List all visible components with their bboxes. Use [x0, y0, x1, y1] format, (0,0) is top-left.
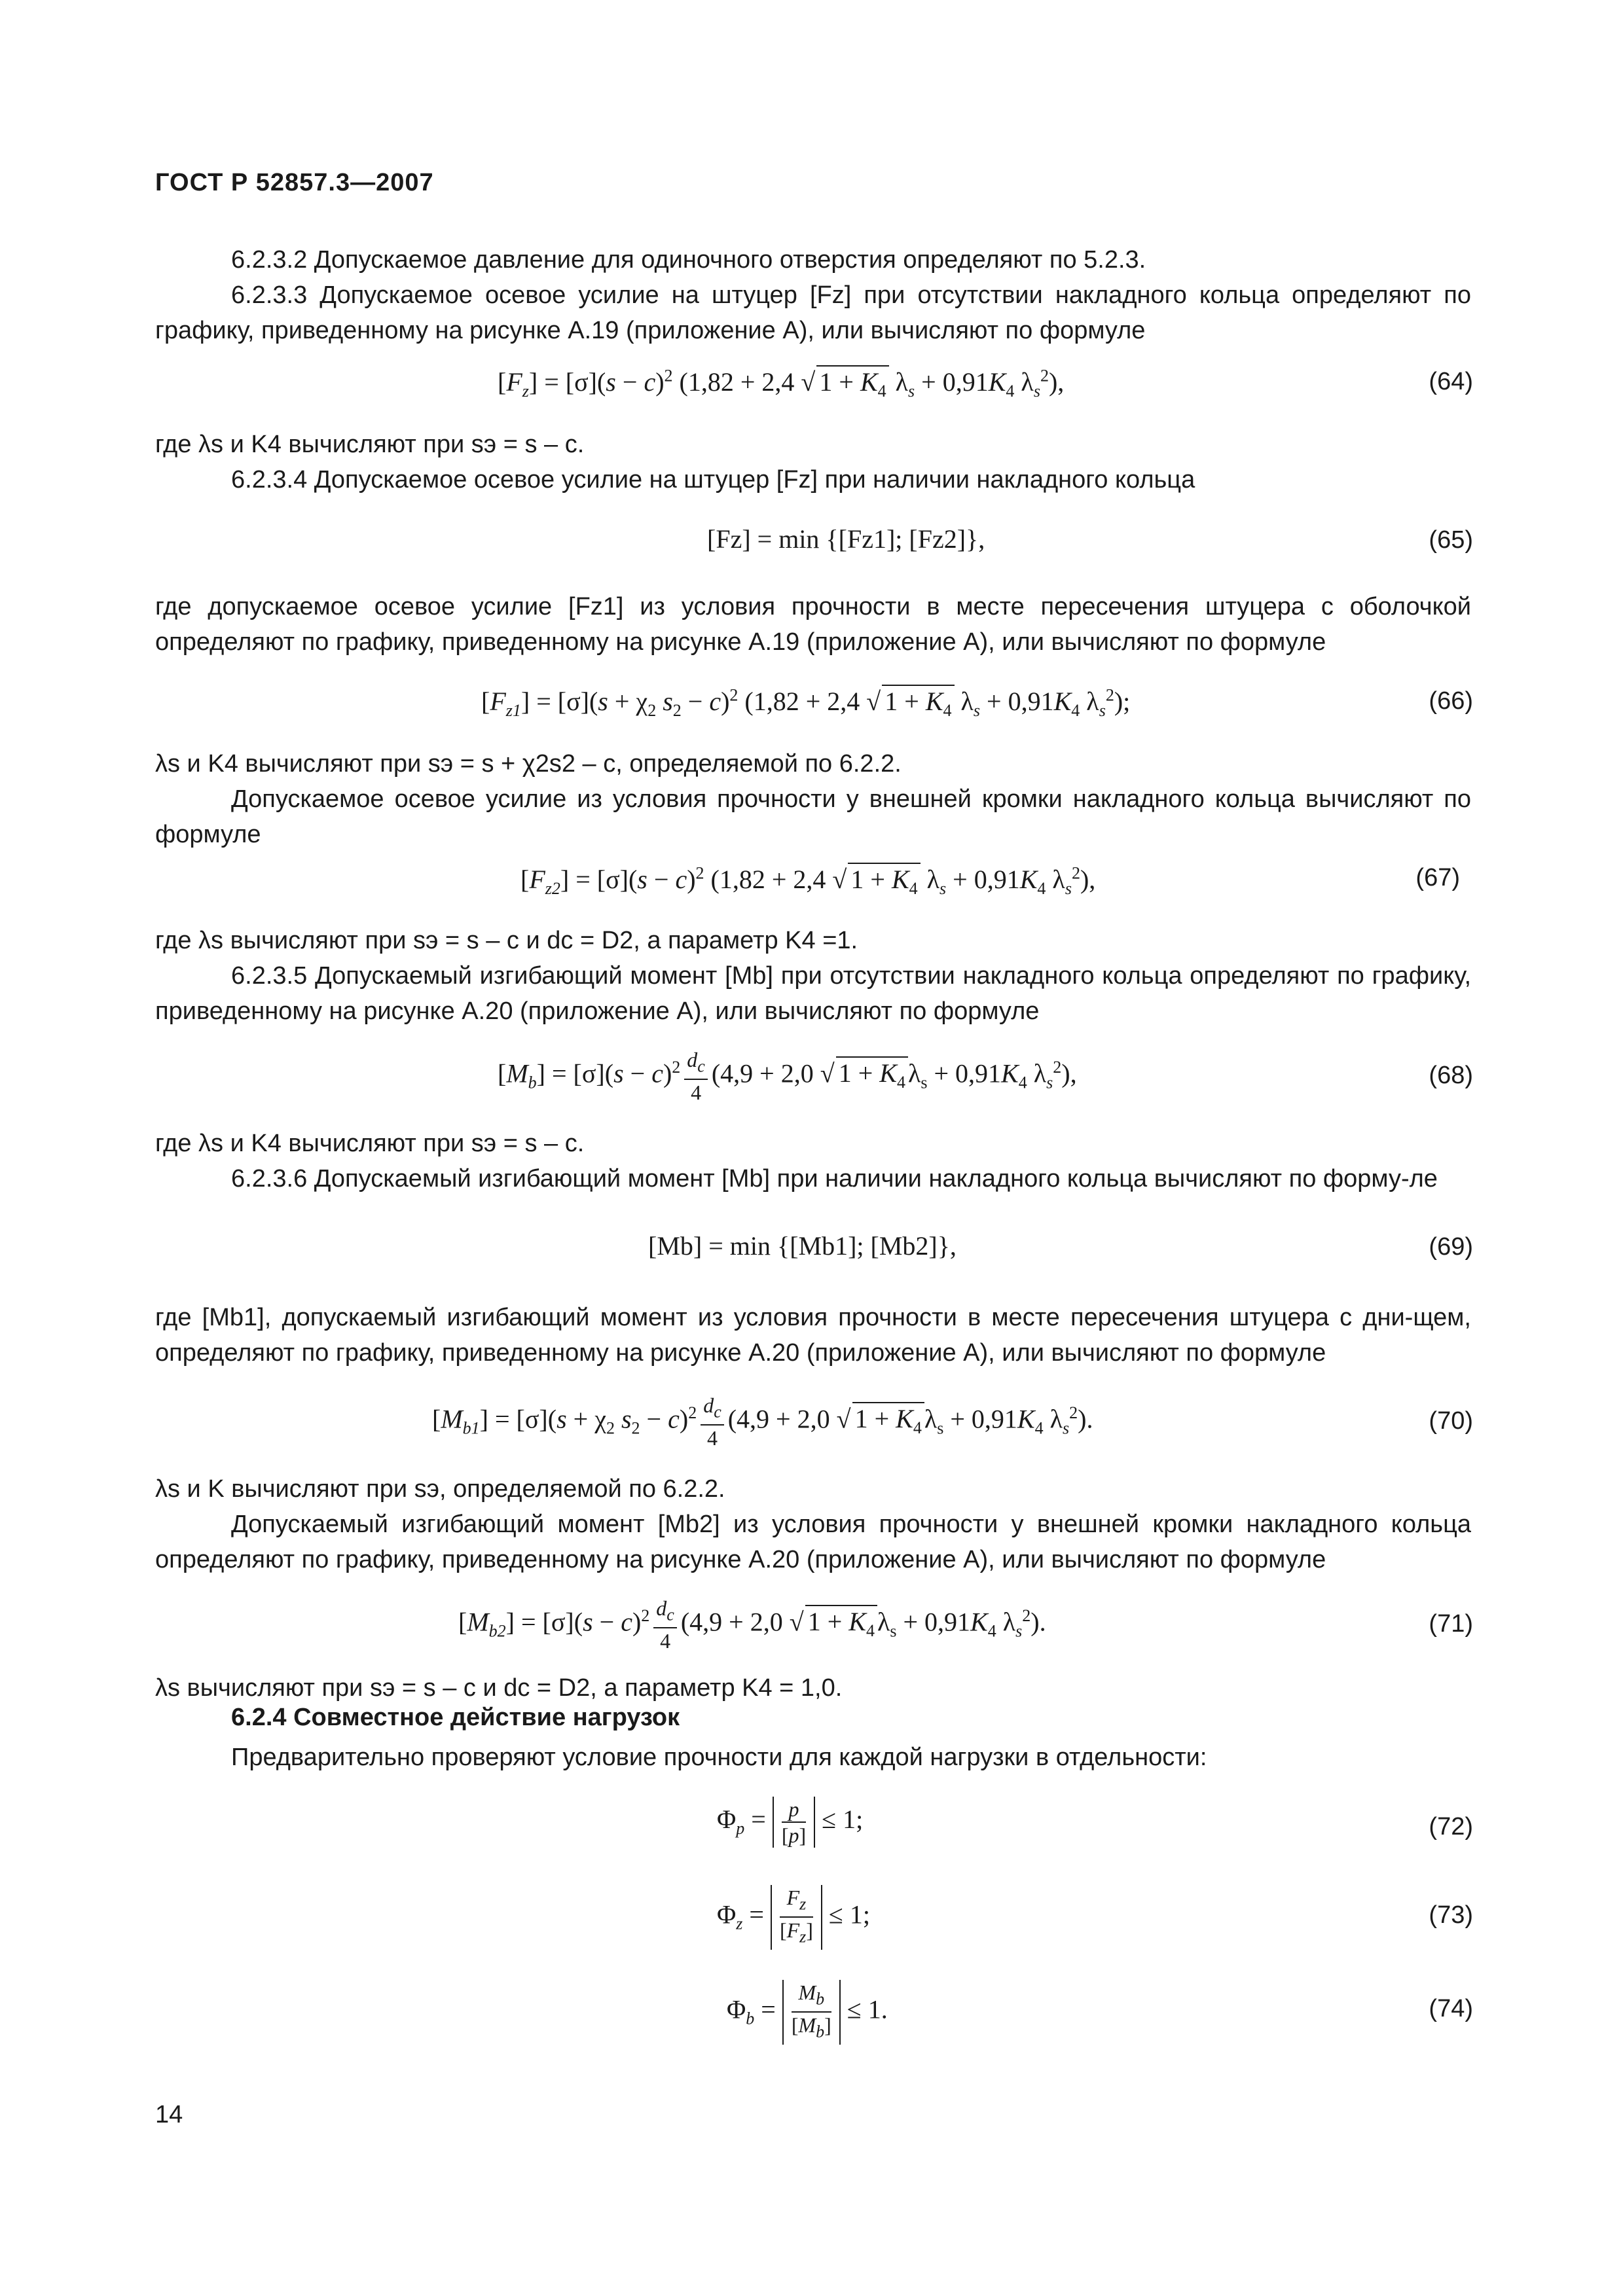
paragraph: 6.2.3.2 Допускаемое давление для одиночного отверстия определяют по 5.2.3. — [231, 246, 1146, 274]
equation-67: $[F_{z2}] = [\sigma](s - c)^2$ (1,82 + 2,4 √ $1 + K_4$ $\lambda_s + 0,91K_4$ $\lambda_s^2$), — [520, 863, 1096, 898]
document-header: ГОСТ Р 52857.3—2007 — [155, 169, 434, 196]
paragraph: Допускаемый изгибающий момент [Mb2] из условия прочности у внешней кромки накладного кольца определяют по графику, приведенному на рисунке А.20 (приложение А), или вычисляют по формуле — [155, 1511, 1471, 1573]
equation-72: $\Phi_p$ = $\frac{p}{[p]}$ ≤ 1; — [717, 1797, 864, 1847]
equation-number: (68) — [1429, 1062, 1473, 1089]
equation-number: (69) — [1429, 1233, 1473, 1261]
equation-number: (72) — [1429, 1813, 1473, 1840]
equation-66: $[F_{z1}] = [\sigma](s + \chi_2$ $s_2 - c)^2$ (1,82 + 2,4 √ $1 + K_4$ $\lambda_s + 0,91K_4$ $\lambda_s^2$); — [481, 685, 1131, 720]
equation-64: $[F_z] = [\sigma](s - c)^2$ (1,82 + 2,4 √ $1 + K_4$ $\lambda_s + 0,91K_4$ $\lambda_s^2$), — [498, 366, 1065, 401]
paragraph: 6.2.3.4 Допускаемое осевое усилие на штуцер [Fz] при наличии накладного кольца — [231, 466, 1195, 493]
equation-number: (73) — [1429, 1901, 1473, 1929]
equation-70: $[M_{b1}] = [\sigma](s + \chi_2$ $s_2 - c)^2$ $\frac{d_c}{4}$ (4,9 + 2,0 √ $1 + K_4$ $\lambda_s + 0,91K_4$ $\lambda_s^2$). — [432, 1393, 1093, 1450]
paragraph: 6.2.3.3 Допускаемое осевое усилие на штуцер [Fz] при отсутствии накладного кольца определяют по графику, приведенному на рисунке А.19 (приложение А), или вычисляют по формуле — [155, 281, 1471, 344]
equation-number: (64) — [1429, 368, 1473, 395]
equation-71: $[M_{b2}] = [\sigma](s - c)^2$ $\frac{d_c}{4}$ (4,9 + 2,0 √ $1 + K_4$ $\lambda_s + 0,91K_4$ $\lambda_s^2$). — [458, 1596, 1046, 1653]
equation-69: [Mb] = min {[Mb1]; [Mb2]}, — [648, 1231, 957, 1261]
equation-number: (65) — [1429, 526, 1473, 554]
paragraph: где допускаемое осевое усилие [Fz1] из условия прочности в месте пересечения штуцера с оболочкой определяют по графику, приведенному на рисунке А.19 (приложение А), или вычисляют по формуле — [155, 593, 1471, 656]
paragraph: где λs вычисляют при sэ = s – c и dc = D2, а параметр K4 =1. — [155, 927, 858, 954]
equation-number: (71) — [1429, 1610, 1473, 1638]
equation-73: $\Phi_z$ = $\frac{F_z}{[F_z]}$ ≤ 1; — [717, 1885, 870, 1950]
section-heading: 6.2.4 Совместное действие нагрузок — [231, 1704, 680, 1731]
equation-68: $[M_b] = [\sigma](s - c)^2$ $\frac{d_c}{4}$ (4,9 + 2,0 √ $1 + K_4$ $\lambda_s + 0,91K_4$ $\lambda_s^2$), — [498, 1048, 1077, 1105]
paragraph: λs и K вычисляют при sэ, определяемой по 6.2.2. — [155, 1475, 725, 1503]
paragraph: 6.2.3.6 Допускаемый изгибающий момент [Mb] при наличии накладного кольца вычисляют по форму-ле — [231, 1165, 1438, 1193]
paragraph: λs вычисляют при sэ = s – c и dc = D2, а параметр K4 = 1,0. — [155, 1674, 843, 1702]
equation-number: (70) — [1429, 1407, 1473, 1435]
paragraph: где [Mb1], допускаемый изгибающий момент из условия прочности в месте пересечения штуцера с дни-щем, определяют по графику, приведенному на рисунке А.20 (приложение А), или вычисляют по формуле — [155, 1304, 1471, 1367]
paragraph: Предварительно проверяют условие прочности для каждой нагрузки в отдельности: — [231, 1744, 1207, 1771]
paragraph: Допускаемое осевое усилие из условия прочности у внешней кромки накладного кольца вычисляют по формуле — [155, 785, 1471, 848]
paragraph: 6.2.3.5 Допускаемый изгибающий момент [Mb] при отсутствии накладного кольца определяют по графику, приведенному на рисунке А.20 (приложение А), или вычисляют по формуле — [155, 962, 1471, 1025]
paragraph: где λs и K4 вычисляют при sэ = s – c. — [155, 1130, 585, 1157]
equation-number: (66) — [1429, 687, 1473, 715]
equation-65: [Fz] = min {[Fz1]; [Fz2]}, — [707, 524, 985, 554]
paragraph: λs и K4 вычисляют при sэ = s + χ2s2 – c, определяемой по 6.2.2. — [155, 750, 902, 778]
equation-number: (74) — [1429, 1995, 1473, 2022]
equation-number: (67) — [1415, 864, 1460, 891]
equation-74: $\Phi_b$ = $\frac{M_b}{[M_b]}$ ≤ 1. — [727, 1980, 888, 2045]
paragraph: где λs и K4 вычисляют при sэ = s – c. — [155, 431, 585, 458]
page-number: 14 — [155, 2101, 183, 2128]
